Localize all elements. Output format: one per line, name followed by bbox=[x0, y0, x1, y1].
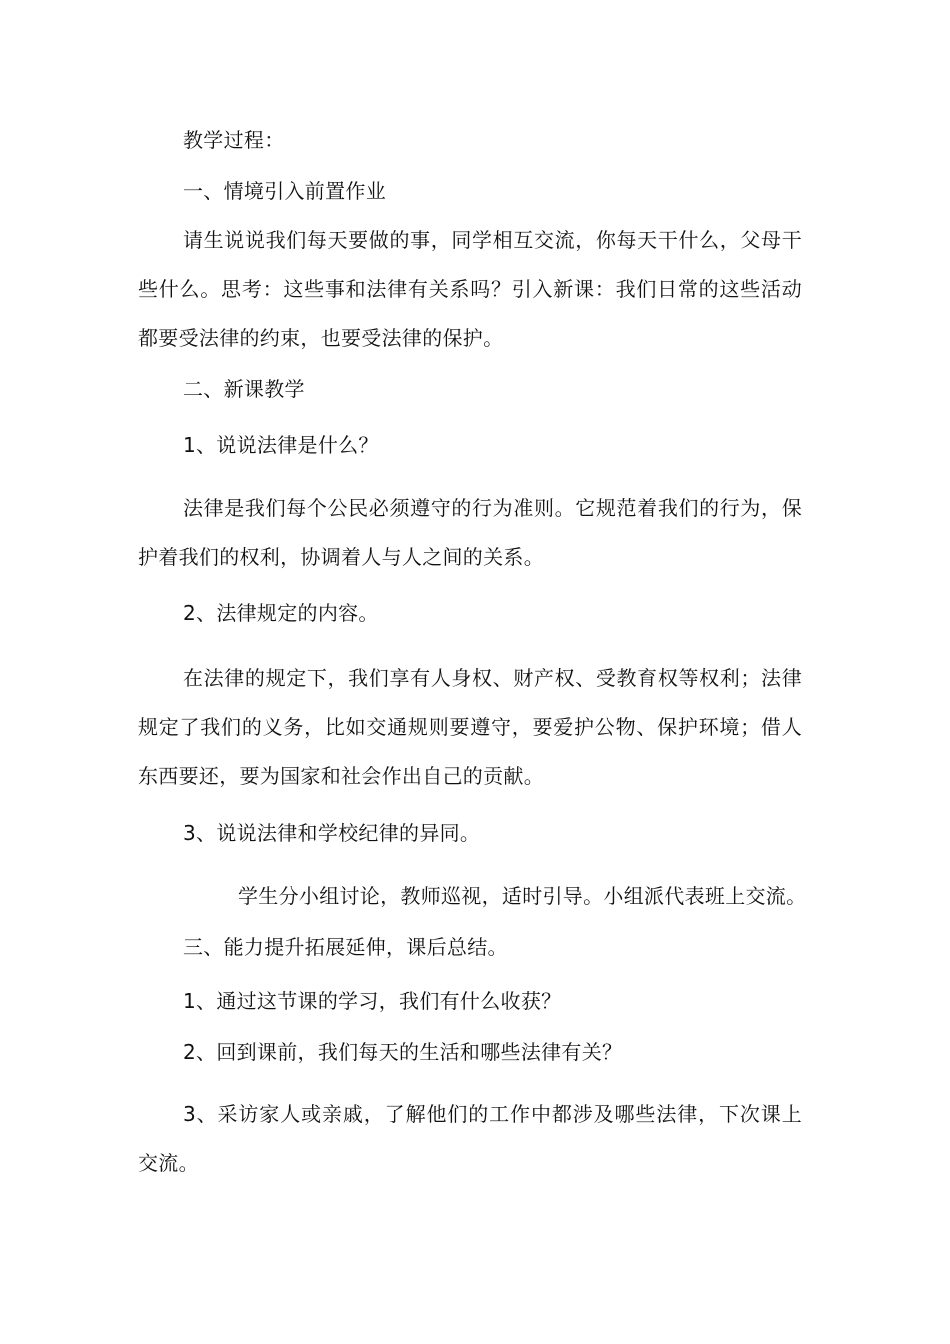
item-3-title: 3、说说法律和学校纪律的异同。 bbox=[183, 821, 481, 845]
item-2-paragraph: 在法律的规定下，我们享有人身权、财产权、受教育权等权利；法律规定了我们的义务，比如交通规则要遵守，要爱护公物、保护环境；借人东西要还，要为国家和社会作出自己的贡献。 bbox=[138, 666, 802, 788]
section-1-paragraph: 请生说说我们每天要做的事，同学相互交流，你每天干什么，父母干些什么。思考：这些事和法律有关系吗？引入新课：我们日常的这些活动都要受法律的约束，也要受法律的保护。 bbox=[138, 228, 802, 350]
question-1: 1、通过这节课的学习，我们有什么收获？ bbox=[183, 989, 562, 1013]
section-2-title: 二、新课教学 bbox=[183, 377, 305, 401]
heading-teaching-process: 教学过程： bbox=[183, 128, 285, 152]
item-2-title: 2、法律规定的内容。 bbox=[183, 601, 379, 625]
section-1-title: 一、情境引入前置作业 bbox=[183, 179, 386, 203]
section-3-title: 三、能力提升拓展延伸，课后总结。 bbox=[183, 935, 508, 959]
item-1-title: 1、说说法律是什么？ bbox=[183, 433, 379, 457]
item-1-paragraph: 法律是我们每个公民必须遵守的行为准则。它规范着我们的行为，保护着我们的权利，协调着人与人之间的关系。 bbox=[138, 496, 802, 569]
question-3: 3、采访家人或亲戚，了解他们的工作中都涉及哪些法律，下次课上交流。 bbox=[138, 1102, 802, 1175]
question-2: 2、回到课前，我们每天的生活和哪些法律有关？ bbox=[183, 1040, 623, 1064]
item-3-paragraph: 学生分小组讨论，教师巡视，适时引导。小组派代表班上交流。 bbox=[238, 884, 807, 908]
